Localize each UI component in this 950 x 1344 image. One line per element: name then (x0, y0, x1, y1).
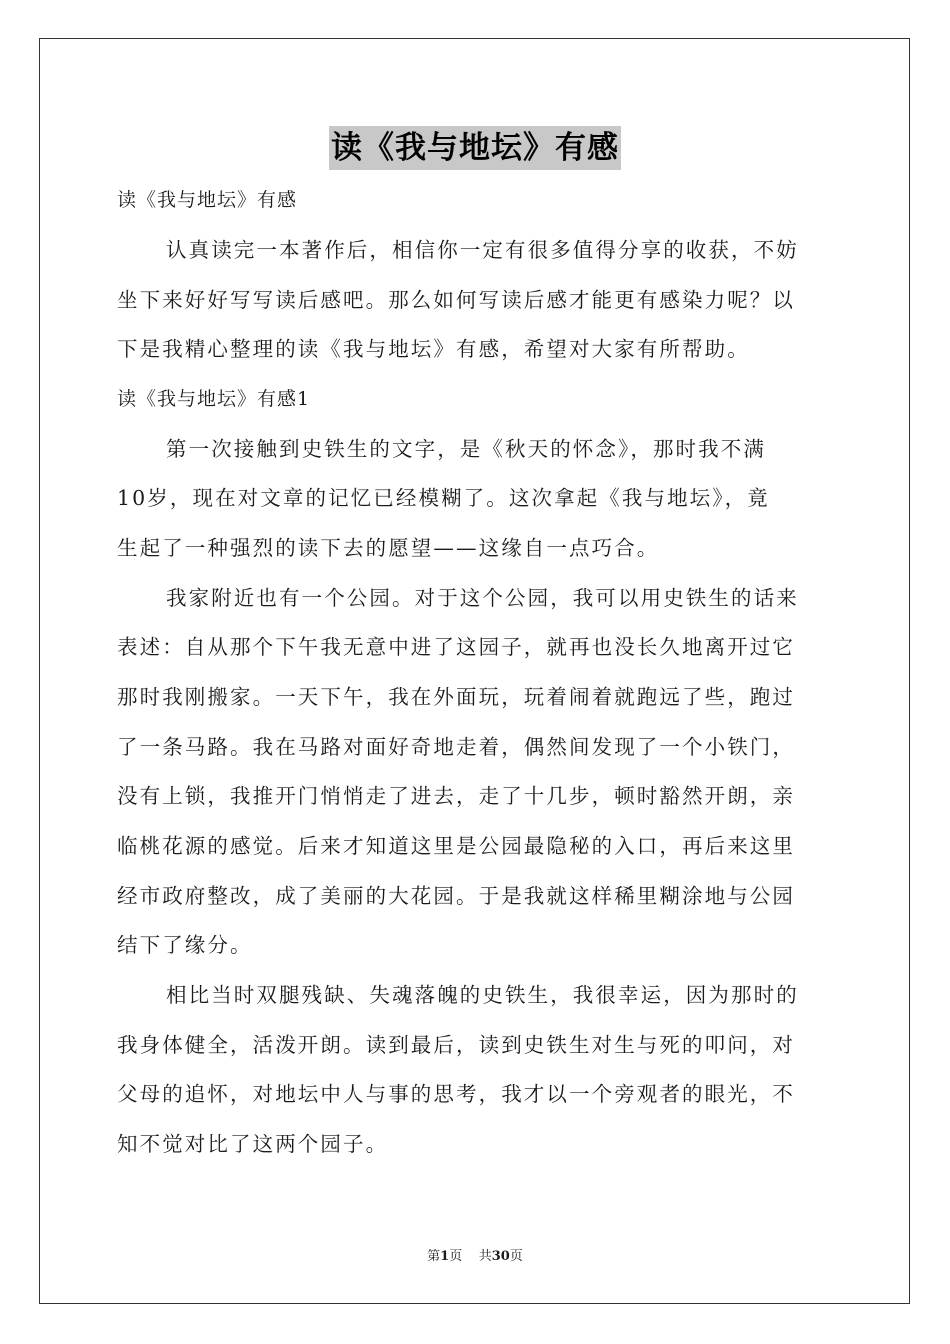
subtitle-line: 读《我与地坛》有感 (117, 189, 298, 211)
paragraph-line: 了一条马路。我在马路对面好奇地走着，偶然间发现了一个小铁门， (117, 735, 795, 759)
paragraph-line: 下是我精心整理的读《我与地坛》有感，希望对大家有所帮助。 (117, 337, 750, 361)
paragraph-line: 没有上锁，我推开门悄悄走了进去，走了十几步，顿时豁然开朗，亲 (117, 784, 795, 808)
paragraph-line: 我家附近也有一个公园。对于这个公园，我可以用史铁生的话来 (166, 586, 799, 610)
page-number: 1 (440, 1249, 450, 1264)
document-title: 读《我与地坛》有感 (329, 126, 621, 170)
paragraph-line: 临桃花源的感觉。后来才知道这里是公园最隐秘的入口，再后来这里 (117, 834, 795, 858)
paragraph-line: 第一次接触到史铁生的文字，是《秋天的怀念》，那时我不满 (166, 437, 766, 461)
page-suffix: 页 (449, 1249, 463, 1264)
paragraph-line: 父母的追怀，对地坛中人与事的思考，我才以一个旁观者的眼光，不 (117, 1082, 795, 1106)
title-area (0, 126, 950, 170)
page-border (39, 38, 910, 1304)
paragraph-line: 相比当时双腿残缺、失魂落魄的史铁生，我很幸运，因为那时的 (166, 983, 799, 1007)
page-prefix: 第 (427, 1249, 441, 1264)
paragraph-line: 知不觉对比了这两个园子。 (117, 1132, 389, 1156)
paragraph-line: 生起了一种强烈的读下去的愿望——这缘自一点巧合。 (117, 536, 660, 560)
paragraph-line: 结下了缘分。 (117, 933, 253, 957)
paragraph-line: 经市政府整改，成了美丽的大花园。于是我就这样稀里糊涂地与公园 (117, 884, 795, 908)
total-pages: 30 (491, 1249, 510, 1264)
paragraph-line: 认真读完一本著作后，相信你一定有很多值得分享的收获，不妨 (166, 238, 799, 262)
total-prefix: 共 (478, 1249, 492, 1264)
paragraph-line: 10岁，现在对文章的记忆已经模糊了。这次拿起《我与地坛》，竟 (117, 486, 770, 510)
section-heading: 读《我与地坛》有感1 (117, 388, 311, 410)
total-suffix: 页 (509, 1249, 523, 1264)
page-footer (0, 1248, 950, 1266)
paragraph-line: 坐下来好好写写读后感吧。那么如何写读后感才能更有感染力呢？以 (117, 288, 795, 312)
paragraph-line: 表述：自从那个下午我无意中进了这园子，就再也没长久地离开过它 (117, 635, 795, 659)
paragraph-line: 那时我刚搬家。一天下午，我在外面玩，玩着闹着就跑远了些，跑过 (117, 685, 795, 709)
paragraph-line: 我身体健全，活泼开朗。读到最后，读到史铁生对生与死的叩问，对 (117, 1033, 795, 1057)
